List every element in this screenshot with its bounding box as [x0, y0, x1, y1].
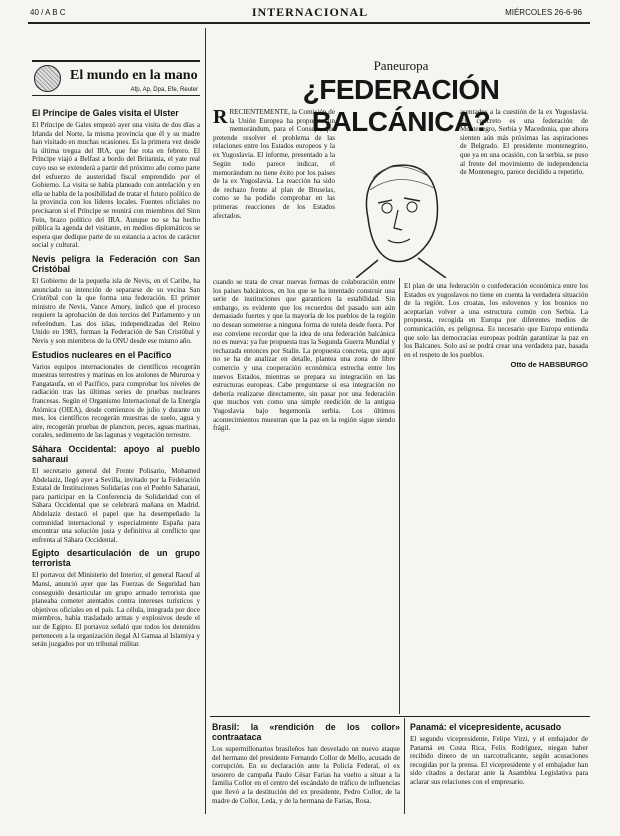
- brief-title: Nevis peligra la Federación con San Cristóbal: [32, 253, 200, 274]
- brief-body: Varios equipos internacionales de científicos recogerán muestras terrestres y marinas en los atolones de Mururoa y Fangataufa, en el Pacífico, para comprobar los niveles de radiación tras las últimas series de pruebas nucleares francesas. Según el Organismo Internacional de la Energía Atómica (OIEA), desde comienzos de julio y durante un mes, los científicos recogerán muestras de suelo, agua y aire, recogerán pruebas de plancton, peces, aguas marinas, corales, sedimento de las lagunas y vegetación terrestre.: [32, 362, 200, 440]
- brief-body: El secretario general del Frente Polisario, Mohamed Abdelaziz, llegó ayer a Sevilla, invitado por la Federación Estatal de Instituciones Solidarias con el Pueblo Saharaui, para participar en la Conferencia de Solidaridad con el Sáhara Occidental que se celebrará mañana en Madrid. Abdelaziz destacó el papel que ha desempeñado la comunidad internacional y especialmente España para encontrar una solución justa y definitiva al conflicto que enfrenta al Sáhara Occidental.: [32, 467, 200, 544]
- section-rule: [210, 716, 590, 717]
- opinion-col-1: [213, 108, 335, 160]
- opinion-text: [213, 108, 335, 160]
- opinion-text: cuando se trata de crear nuevas formas de colaboración entre los países balcánicos, en los que se ha intentado construir una serie de instituciones que garanticen la estabilidad. Sin embargo, es evidente que los recuerdos del pasado son aún demasiado fuertes y que la mayoría de los pueblos de la región no desean someterse a ninguna forma de tutela desde fuera. Por eso conviene recordar que la idea de una federación balcánica no es nueva: ya fue propuesta tras la Segunda Guerra Mundial y rechazada entonces por Stalin. La propuesta concreta, que aquí no se ha de analizar en detalle, plantea una zona de libre comercio y una cooperación económica estrecha entre los nuevos Estados, mientras se prepara su integración en las estructuras europeas. Cabe preguntarse si esa integración no debería realizarse directamente, sin pasar por una federación que muchos ven como una simple reedición de la antigua Yugoslavia bajo hegemonía serbia. Los últimos acontecimientos muestran que la paz en la región sigue siendo frágil.: [213, 278, 395, 433]
- opinion-text: El plan de una federación o confederación económica entre los Estados ex yugoslavos no tiene en cuenta la verdadera situación de la región. Los croatas, los eslovenos y los bosnios no aceptarían volver a una estructura común con Serbia. La propuesta, recogida en Europa por diferentes medios de comunicación, es peligrosa. Es necesario que Europa entienda que solo las democracias europeas podrán garantizar la paz en los Balcanes. Solo así se podrá crear una verdadera paz, basada en el respeto de los pueblos.: [404, 282, 588, 359]
- opinion-col-mid: [213, 278, 395, 714]
- brief-body: El portavoz del Ministerio del Interior, el general Raouf al Mansi, anunció ayer que las Fuerzas de Seguridad han conseguido desarticular un grupo armado terrorista que planeaba cometer atentados contra intereses turísticos y objetivos oficiales en el país. La célula, integrada por doce miembros, había trasladado armas y explosivos desde el sur de Egipto. El portavoz señaló que todos los detenidos pertenecen a la organización ilegal Al Gamaa al Islamiya y serán juzgados por un tribunal militar.: [32, 571, 200, 649]
- column-divider: [205, 28, 206, 814]
- opinion-lead: RECIENTEMENTE, la Comisión de la Unión Europea ha propuesto un memorándum, para el Consejo, que pretende resolver el problema de las relaciones entre los Estados europeos y la ex Yugoslavia. El informe, presentado a la: [213, 108, 335, 159]
- brief-title: El Príncipe de Gales visita el Ulster: [32, 108, 179, 118]
- page-number: 40 / A B C: [30, 8, 66, 17]
- author-portrait: [338, 148, 456, 278]
- drop-cap: R: [213, 108, 228, 128]
- brief-body: El Príncipe de Gales empezó ayer una visita de dos días a Irlanda del Norte, la misma provincia que él y su madre han visitado en muchas ocasiones. Es la primera vez desde la última tregua del IRA, que fue rota en febrero. El Príncipe viajó a Belfast a bordo del Britannia, el yate real cuyo uso se extenderá a partir del próximo año como parte del esfuerzo de austeridad fiscal emprendido por el Gobierno. La visita se había planeado con antelación y en ella se habla de la posibilidad de tratar el futuro político de la provincia con los líderes locales. Fuentes oficiales no precisaron si el Príncipe se reunirá con miembros del Sinn Fein, brazo político del IRA. Aunque no se ha hecho pública la agenda del visitante, en medios diplomáticos se espera que dedique parte de su estancia a actos de carácter social y cultural.: [32, 121, 200, 250]
- story-title: Panamá: el vicepresidente, acusado: [410, 722, 562, 732]
- author-signature: Otto de HABSBURGO: [510, 360, 588, 370]
- column-divider: [399, 278, 400, 714]
- header-rule: [28, 22, 590, 24]
- bottom-story-brasil: [212, 718, 400, 814]
- globe-icon: [34, 65, 61, 92]
- brief-title: Sáhara Occidental: apoyo al pueblo saharaui: [32, 444, 200, 464]
- brief-title: Egipto desarticulación de un grupo terrorista: [32, 548, 200, 569]
- story-body: El segundo vicepresidente, Felipe Virzi, y el embajador de Panamá en Costa Rica, Felix Rodríguez, niegan haber recibido dinero de un narcotraficante, según acusaciones recogidas por la prensa. El vicepresidente y el embajador han sido citados a declarar ante la Asamblea Legislativa para aclarar sus relaciones con el empresario.: [410, 735, 588, 786]
- brief-body: El Gobierno de la pequeña isla de Nevis, en el Caribe, ha anunciado su intención de separarse de su vecina San Cristóbal con la que forma una federación. El primer ministro de Nevis, Vance Amory, indicó que el proceso requiere la aprobación de dos tercios del Parlamento y un referéndum. Las dos islas, independizadas del Reino Unido en 1983, forman la Federación de San Cristóbal y Nevis y son miembros de la ONU desde ese mismo año.: [32, 276, 200, 346]
- opinion-text: asentados a la cuestión de la ex Yugoslavia. En concreto es una federación de Montenegro, Serbia y Macedonia, que ahora sienten aún más próximas las aspiraciones de Belgrado. El presidente montenegrino, que ya en una ocasión, con la serbia, se puso al frente del movimiento de independencia de Montenegro, parece decidido a repetirlo.: [460, 108, 588, 177]
- news-box-header: [32, 60, 200, 96]
- headline: ¿FEDERACIÓN BALCÁNICA?: [302, 74, 500, 137]
- briefs-column: [32, 104, 200, 816]
- opinion-col-2: [213, 160, 335, 272]
- opinion-text: Según todo parece indicar, el memorándum no tiene éxito por los países de la ex Yugoslavia. La reacción ha sido de rechazo frente al plan de Bruselas, como se ha podido comprobar en las primeras reacciones de los Estados afectados.: [213, 160, 335, 220]
- kicker: Paneuropa: [373, 58, 429, 73]
- news-box-sources: Afp, Ap, Dpa, Efe, Reuter: [130, 87, 198, 93]
- section-title: INTERNACIONAL: [251, 5, 369, 19]
- column-divider: [404, 718, 405, 814]
- story-title: Brasil: la «rendición de los collor» contraataca: [212, 722, 400, 742]
- page-date: MIÉRCOLES 26-6-96: [505, 8, 582, 17]
- page-header: [0, 6, 620, 20]
- brief-title: Estudios nucleares en el Pacífico: [32, 349, 172, 360]
- story-body: Los supermillonarios brasileños han desvelado un nuevo ataque del hermano del presidente Fernando Collor de Mello, acusado de corrupción. En su declaración ante la Policía Federal, el ex tesorero de campaña Paulo César Farias ha vuelto a situar a la familia Collor en el centro del escándalo de tráfico de influencias que llevó a la destitución del ex presidente, Pedro Collor, de la madre de Collor, Leda, y de la hermana de Farias, Rosa.: [212, 745, 400, 805]
- news-box-title: El mundo en la mano: [70, 68, 198, 83]
- opinion-col-4: [404, 282, 588, 714]
- opinion-col-3: [460, 108, 588, 278]
- bottom-story-panama: [410, 718, 588, 814]
